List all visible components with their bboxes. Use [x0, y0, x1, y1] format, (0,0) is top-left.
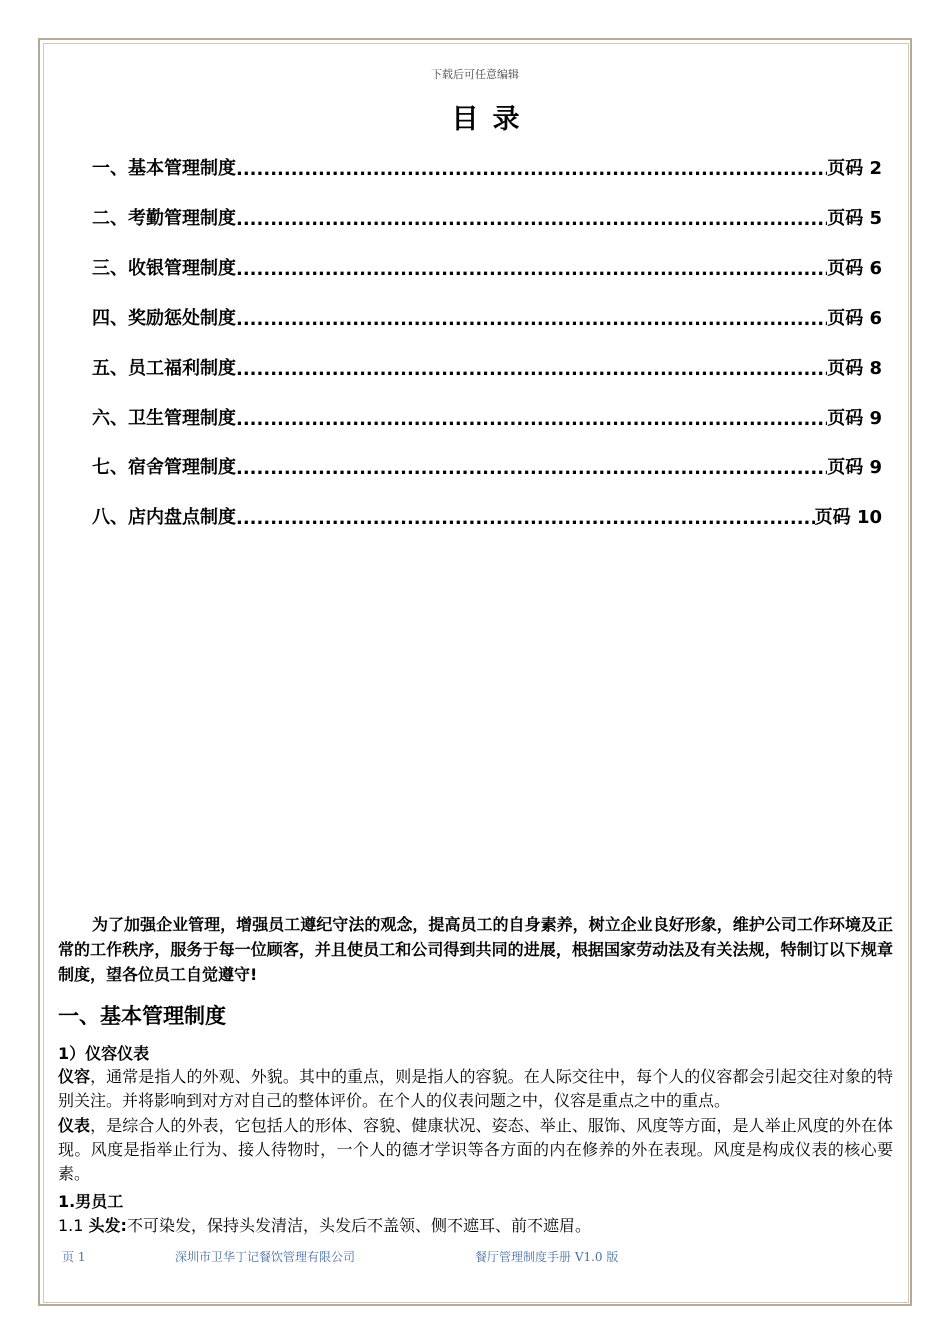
- toc-item[interactable]: [92, 503, 882, 529]
- toc-item[interactable]: [92, 453, 882, 479]
- toc-item-label: 一、基本管理制度: [92, 158, 236, 179]
- toc-item-page: 页码 8: [827, 358, 882, 379]
- toc-item-page: 页码 6: [827, 308, 882, 329]
- toc-leader: [236, 259, 827, 280]
- male-staff-heading: 1.男员工: [58, 1192, 124, 1211]
- toc-leader: [236, 309, 827, 330]
- toc-item[interactable]: [92, 404, 882, 430]
- toc-leader: [236, 209, 827, 230]
- toc-item-page: 页码 6: [827, 258, 882, 279]
- toc-leader: [236, 359, 827, 380]
- toc-item-label: 八、店内盘点制度: [92, 507, 236, 528]
- footer-page-number: 页 1: [62, 1250, 86, 1264]
- toc-item-page: 页码 10: [814, 507, 882, 528]
- paragraph-text: ，是综合人的外表，它包括人的形体、容貌、健康状况、姿态、举止、服饰、风度等方面，是人举止风度的外在体现。风度是指举止行为、接人待物时，一个人的德才学识等各方面的内在修养的外在表现。风度是构成仪表的核心要素。: [58, 1116, 893, 1183]
- paragraph-appearance: [58, 1065, 893, 1113]
- toc-item-label: 二、考勤管理制度: [92, 208, 236, 229]
- toc-item-page: 页码 5: [827, 208, 882, 229]
- toc-item-page: 页码 9: [827, 408, 882, 429]
- rule-term: 头发:: [88, 1216, 127, 1235]
- toc-item-label: 五、员工福利制度: [92, 358, 236, 379]
- footer-manual-title: 餐厅管理制度手册 V1.0 版: [475, 1250, 619, 1264]
- toc-title: 目录: [451, 104, 534, 135]
- paragraph-text: ，通常是指人的外观、外貌。其中的重点，则是指人的容貌。在人际交往中，每个人的仪容都会引起交往对象的特别关注。并将影响到对方对自己的整体评价。在个人的仪表问题之中，仪容是重点之中的重点。: [58, 1067, 893, 1110]
- toc-item[interactable]: [92, 154, 882, 180]
- toc-leader: [236, 159, 827, 180]
- hair-rule: [58, 1213, 591, 1236]
- term-demeanor: 仪表: [58, 1116, 91, 1135]
- toc-item[interactable]: [92, 304, 882, 330]
- toc-leader: [236, 409, 827, 430]
- rule-number: 1.1: [58, 1216, 89, 1235]
- toc-item[interactable]: [92, 354, 882, 380]
- section-heading: 一、基本管理制度: [58, 1004, 226, 1028]
- toc-item-label: 六、卫生管理制度: [92, 408, 236, 429]
- subsection-heading: 1）仪容仪表: [58, 1044, 150, 1063]
- toc-item-label: 四、奖励惩处制度: [92, 308, 236, 329]
- toc-leader: [236, 508, 815, 529]
- toc-item-page: 页码 2: [827, 158, 882, 179]
- toc-item-page: 页码 9: [827, 457, 882, 478]
- watermark-text: 下载后可任意编辑: [431, 68, 519, 81]
- term-appearance: 仪容: [58, 1067, 91, 1086]
- toc-item[interactable]: [92, 204, 882, 230]
- rule-text: 不可染发，保持头发清洁，头发后不盖领、侧不遮耳、前不遮眉。: [126, 1216, 591, 1235]
- toc-item-label: 三、收银管理制度: [92, 258, 236, 279]
- paragraph-demeanor: [58, 1114, 893, 1186]
- toc-leader: [236, 458, 827, 479]
- toc-item-label: 七、宿舍管理制度: [92, 457, 236, 478]
- intro-paragraph: 为了加强企业管理，增强员工遵纪守法的观念，提高员工的自身素养，树立企业良好形象，维护公司工作环境及正常的工作秩序，服务于每一位顾客，并且使员工和公司得到共同的进展，根据国家劳动法及有关法规，特制订以下规章制度，望各位员工自觉遵守!: [58, 915, 893, 984]
- footer-company: 深圳市卫华丁记餐饮管理有限公司: [175, 1250, 356, 1264]
- toc-item[interactable]: [92, 254, 882, 280]
